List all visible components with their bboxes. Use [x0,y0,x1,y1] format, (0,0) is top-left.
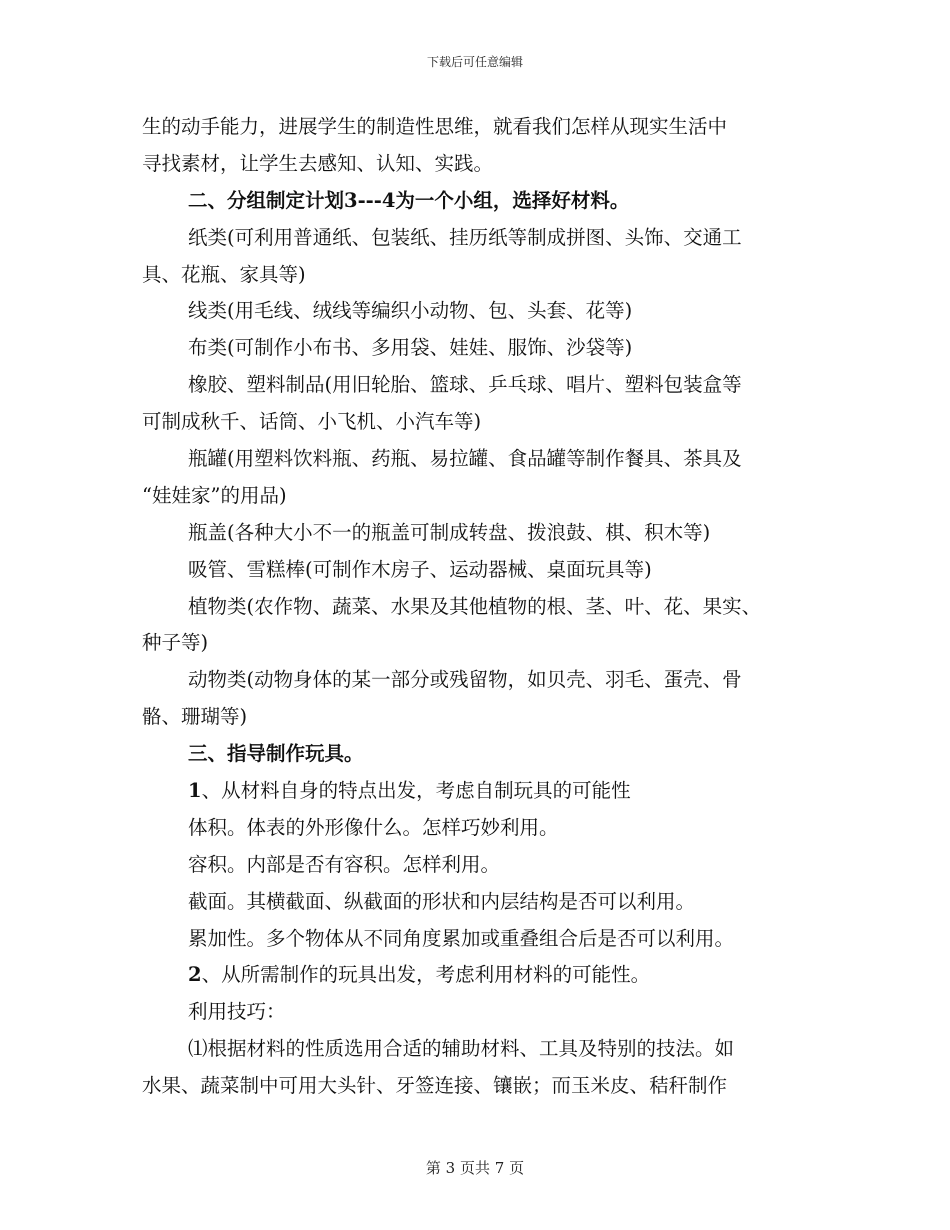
paragraph-line: 累加性。多个物体从不同角度累加或重叠组合后是否可以利用。 [188,926,735,950]
paragraph-line: 水果、蔬菜制中可用大头针、牙签连接、镶嵌；而玉米皮、秸秆制作 [142,1074,728,1098]
paragraph-line: 吸管、雪糕棒(可制作木房子、运动器械、桌面玩具等) [188,557,652,581]
paragraph-line: 寻找素材，让学生去感知、认知、实践。 [142,151,494,175]
list-text: 、从材料自身的特点出发，考虑自制玩具的可能性 [201,779,631,803]
list-item-1 [142,773,832,810]
list-item-2 [142,957,832,994]
paragraph-line: 瓶罐(用塑料饮料瓶、药瓶、易拉罐、食品罐等制作餐具、茶具及 [188,447,742,471]
paragraph-line: 可制成秋千、话筒、小飞机、小汽车等) [142,410,482,434]
paragraph-line: 动物类(动物身体的某一部分或残留物，如贝壳、羽毛、蛋壳、骨 [188,668,742,692]
page-header: 下载后可任意编辑 [426,55,523,69]
list-number: 2 [188,963,202,987]
document-body [142,109,832,1105]
paragraph-line: 利用技巧： [188,1000,286,1024]
paragraph-line: 生的动手能力，进展学生的制造性思维，就看我们怎样从现实生活中 [142,115,728,138]
paragraph-line: 容积。内部是否有容积。怎样利用。 [188,852,501,876]
list-number: 1 [188,779,202,803]
list-text: 、从所需制作的玩具出发，考虑利用材料的可能性。 [201,963,651,987]
paragraph-line: 线类(用毛线、绒线等编织小动物、包、头套、花等) [188,299,633,323]
paragraph-line: 植物类(农作物、蔬菜、水果及其他植物的根、茎、叶、花、果实、 [188,594,762,618]
page-footer: 第 3 页共 7 页 [425,1159,525,1177]
paragraph-line: 布类(可制作小布书、多用袋、娃娃、服饰、沙袋等) [188,336,633,360]
section-heading-3: 三、指导制作玩具。 [188,742,364,766]
paragraph-line: 纸类(可利用普通纸、包装纸、挂历纸等制成拼图、头饰、交通工 [188,225,742,249]
paragraph-line: 具、花瓶、家具等) [142,262,306,286]
paragraph-line: 截面。其横截面、纵截面的形状和内层结构是否可以利用。 [188,889,696,913]
paragraph-line: “娃娃家”的用品) [142,483,287,507]
section-heading-2: 二、分组制定计划3---4为一个小组，选择好材料。 [188,188,630,212]
paragraph-line: 种子等) [142,631,209,655]
paragraph-line: 体积。体表的外形像什么。怎样巧妙利用。 [188,815,559,839]
paragraph-line: 瓶盖(各种大小不一的瓶盖可制成转盘、拨浪鼓、棋、积木等) [188,520,711,544]
paragraph-line: ⑴根据材料的性质选用合适的辅助材料、工具及特别的技法。如 [188,1037,735,1061]
paragraph-line: 骼、珊瑚等) [142,705,248,729]
paragraph-line: 橡胶、塑料制品(用旧轮胎、篮球、乒乓球、唱片、塑料包装盒等 [188,373,742,397]
